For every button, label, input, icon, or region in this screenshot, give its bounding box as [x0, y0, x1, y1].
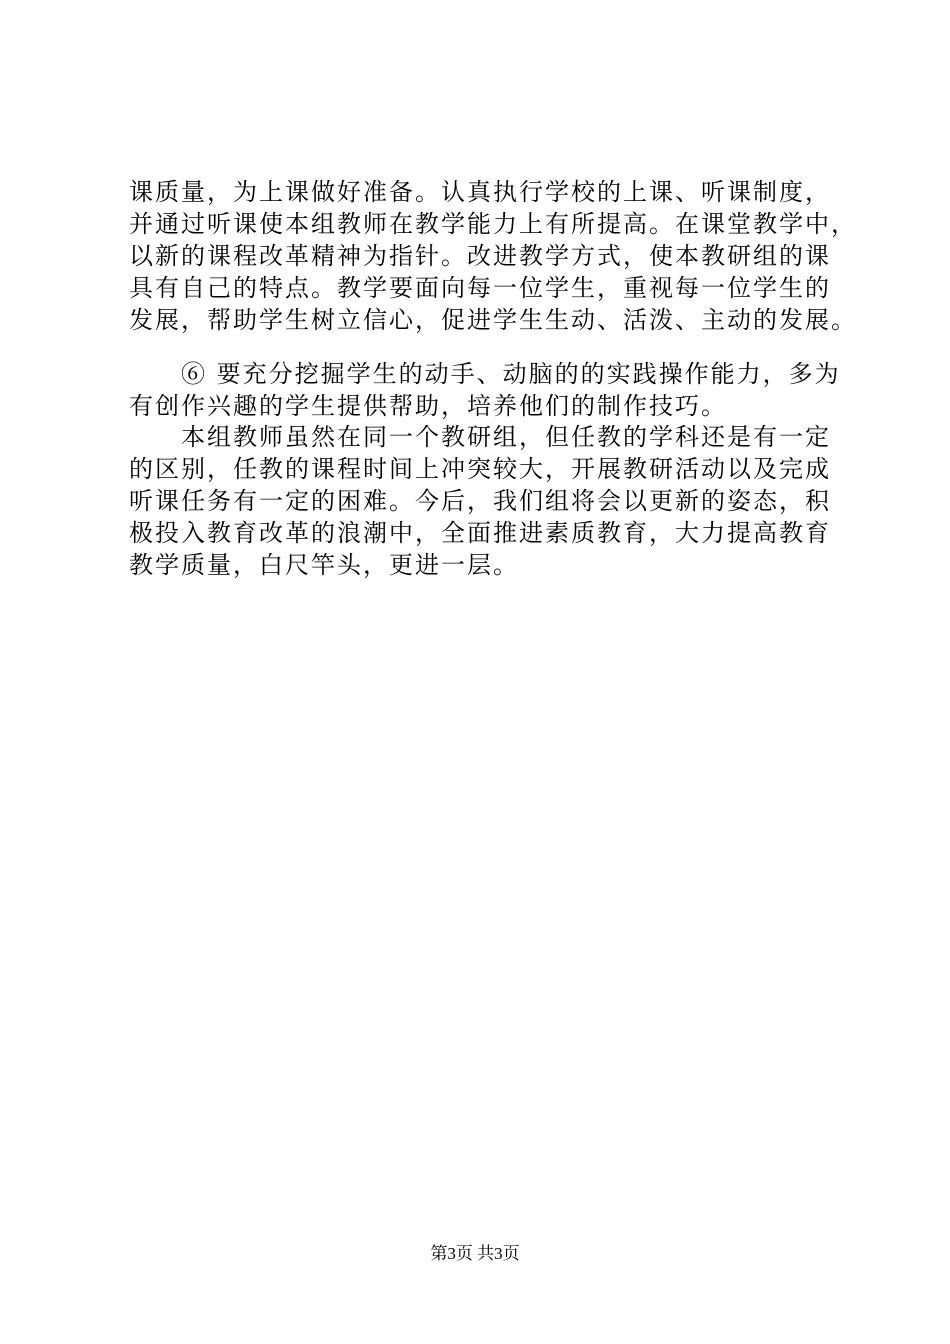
- paragraph-2: [129, 358, 859, 422]
- page-footer: [0, 1243, 950, 1265]
- paragraph-line: 具有自己的特点。教学要面向每一位学生，重视每一位学生的: [129, 274, 831, 302]
- paragraph-1: [129, 176, 859, 336]
- paragraph-line: 的区别，任教的课程时间上冲突较大，开展教研活动以及完成: [129, 455, 831, 483]
- paragraph-line: 课质量，为上课做好准备。认真执行学校的上课、听课制度，: [129, 178, 831, 206]
- page-number: 第3页 共3页: [430, 1244, 520, 1263]
- paragraph-line: 发展，帮助学生树立信心，促进学生生动、活泼、主动的发展。: [129, 306, 857, 334]
- paragraph-line: 听课任务有一定的困难。今后，我们组将会以更新的姿态，积: [129, 487, 831, 515]
- paragraph-3: [129, 421, 859, 581]
- paragraph-line: 有创作兴趣的学生提供帮助，培养他们的制作技巧。: [129, 392, 727, 420]
- paragraph-line: 并通过听课使本组教师在教学能力上有所提高。在课堂教学中，: [129, 210, 857, 238]
- paragraph-line: 教学质量，白尺竿头，更进一层。: [129, 551, 519, 579]
- paragraph-line: 本组教师虽然在同一个教研组，但任教的学科还是有一定: [129, 423, 831, 451]
- paragraph-line: 极投入教育改革的浪潮中，全面推进素质教育，大力提高教育: [129, 519, 831, 547]
- paragraph-line: 以新的课程改革精神为指针。改进教学方式，使本教研组的课: [129, 242, 831, 270]
- paragraph-line: ⑥ 要充分挖掘学生的动手、动脑的的实践操作能力，多为: [129, 360, 841, 388]
